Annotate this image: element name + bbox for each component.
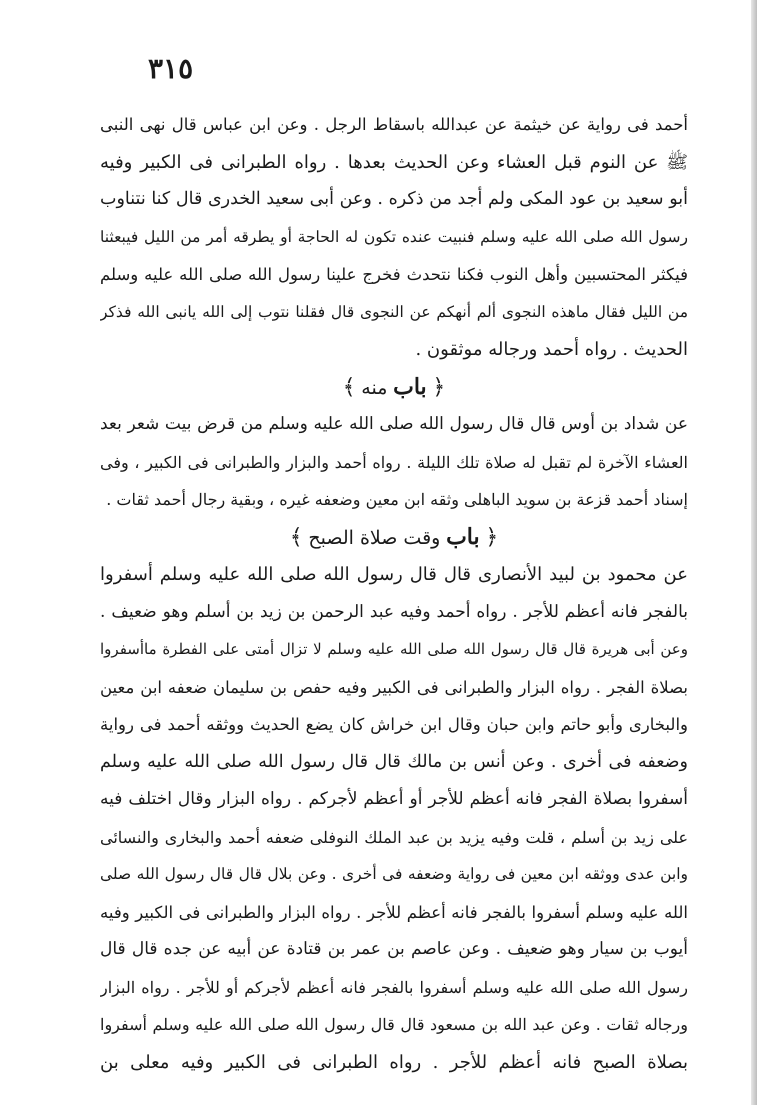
text-line: أسفروا بصلاة الفجر فانه أعظم للأجر أو أعظم لأجركم . رواه البزار وقال اختلف فيه — [100, 789, 688, 809]
text-line: الله عليه وسلم أسفروا بالفجر فانه أعظم للأجر . رواه البزار والطبرانى فى الكبير وفيه — [100, 902, 688, 922]
text-line: بالفجر فانه أعظم للأجر . رواه أحمد وفيه عبد الرحمن بن زيد بن أسلم وهو ضعيف . — [100, 601, 688, 622]
page-number: ٣١٥ — [148, 52, 194, 85]
text-line: بصلاة الصبح فانه أعظم للأجر . رواه الطبرانى فى الكبير وفيه معلى بن — [100, 1051, 688, 1073]
text-line: وعن أبى هريرة قال قال رسول الله صلى الله عليه وسلم لا تزال أمتى على الفطرة ماأسفروا — [100, 640, 688, 658]
heading-title: وقت صلاة الصبح — [308, 526, 441, 549]
text-line: عن محمود بن لبيد الأنصارى قال قال رسول الله صلى الله عليه وسلم أسفروا — [100, 564, 688, 585]
text-line: ورجاله ثقات . وعن عبد الله بن مسعود قال قال رسول الله صلى الله عليه وسلم أسفروا — [100, 1015, 688, 1034]
text-line: على زيد بن أسلم ، قلت وفيه يزيد بن عبد الملك النوفلى ضعفه أحمد والبخارى والنسائى — [100, 827, 688, 847]
text-line: بصلاة الفجر . رواه البزار والطبرانى فى الكبير وفيه حفص بن سليمان ضعفه ابن معين — [100, 677, 688, 697]
text-line: إسناد أحمد قزعة بن سويد الباهلى وثقه ابن معين وضعفه غيره ، وبقية رجال أحمد ثقات . — [106, 490, 688, 509]
heading-title: منه — [361, 376, 388, 399]
text-line: أحمد فى رواية عن خيثمة عن عبدالله باسقاط الرجل . وعن ابن عباس قال نهى النبى — [100, 115, 688, 134]
text-line: العشاء الآخرة لم تقبل له صلاة تلك الليلة . رواه أحمد والبزار والطبرانى فى الكبير ، وفى — [100, 452, 688, 472]
text-line: عن شداد بن أوس قال قال رسول الله صلى الله عليه وسلم من قرض بيت شعر بعد — [100, 414, 688, 434]
text-line: فيكثر المحتسبين وأهل النوب فكنا نتحدث فخرج علينا رسول الله صلى الله عليه وسلم — [100, 265, 688, 284]
section-heading — [100, 519, 688, 557]
body-text — [100, 106, 688, 1081]
text-line: رسول الله صلى الله عليه وسلم أسفروا بالفجر فانه أعظم لأجركم أو للأجر . رواه البزار — [100, 977, 688, 997]
text-line: أيوب بن سيار وهو ضعيف . وعن عاصم بن عمر بن قتادة عن أبيه عن جده قال قال — [100, 939, 688, 959]
text-line: رسول الله صلى الله عليه وسلم فنبيت عنده تكون له الحاجة أو يطرقه أمر من الليل فيبعثنا — [100, 227, 688, 246]
text-line: وابن عدى ووثقه ابن معين فى رواية وضعفه فى أخرى . وعن بلال قال قال رسول الله صلى — [100, 865, 688, 883]
section-heading — [100, 369, 688, 407]
heading-close-bracket: ﴾ — [289, 524, 303, 550]
heading-open-bracket: ﴿ — [432, 374, 446, 400]
text-line: الحديث . رواه أحمد ورجاله موثقون . — [415, 339, 688, 360]
heading-bab: باب — [393, 373, 427, 400]
text-line: والبخارى وأبو حاتم وابن حبان وقال ابن خراش كان يضع الحديث ووثقه أحمد فى رواية — [100, 715, 688, 734]
heading-open-bracket: ﴿ — [485, 524, 499, 550]
text-line: من الليل فقال ماهذه النجوى ألم أنهكم عن النجوى قال فقلنا نتوب إلى الله يانبى الله فذكر — [100, 302, 688, 321]
text-line: وضعفه فى أخرى . وعن أنس بن مالك قال قال رسول الله صلى الله عليه وسلم — [100, 751, 688, 772]
heading-bab: باب — [446, 523, 480, 550]
heading-close-bracket: ﴾ — [342, 374, 356, 400]
page-edge-shadow — [751, 0, 757, 1105]
text-line: ﷺ عن النوم قبل العشاء وعن الحديث بعدها . رواه الطبرانى فى الكبير وفيه — [100, 151, 688, 173]
text-line: أبو سعيد بن عود المكى ولم أجد من ذكره . وعن أبى سعيد الخدرى قال كنا نتناوب — [100, 189, 688, 209]
